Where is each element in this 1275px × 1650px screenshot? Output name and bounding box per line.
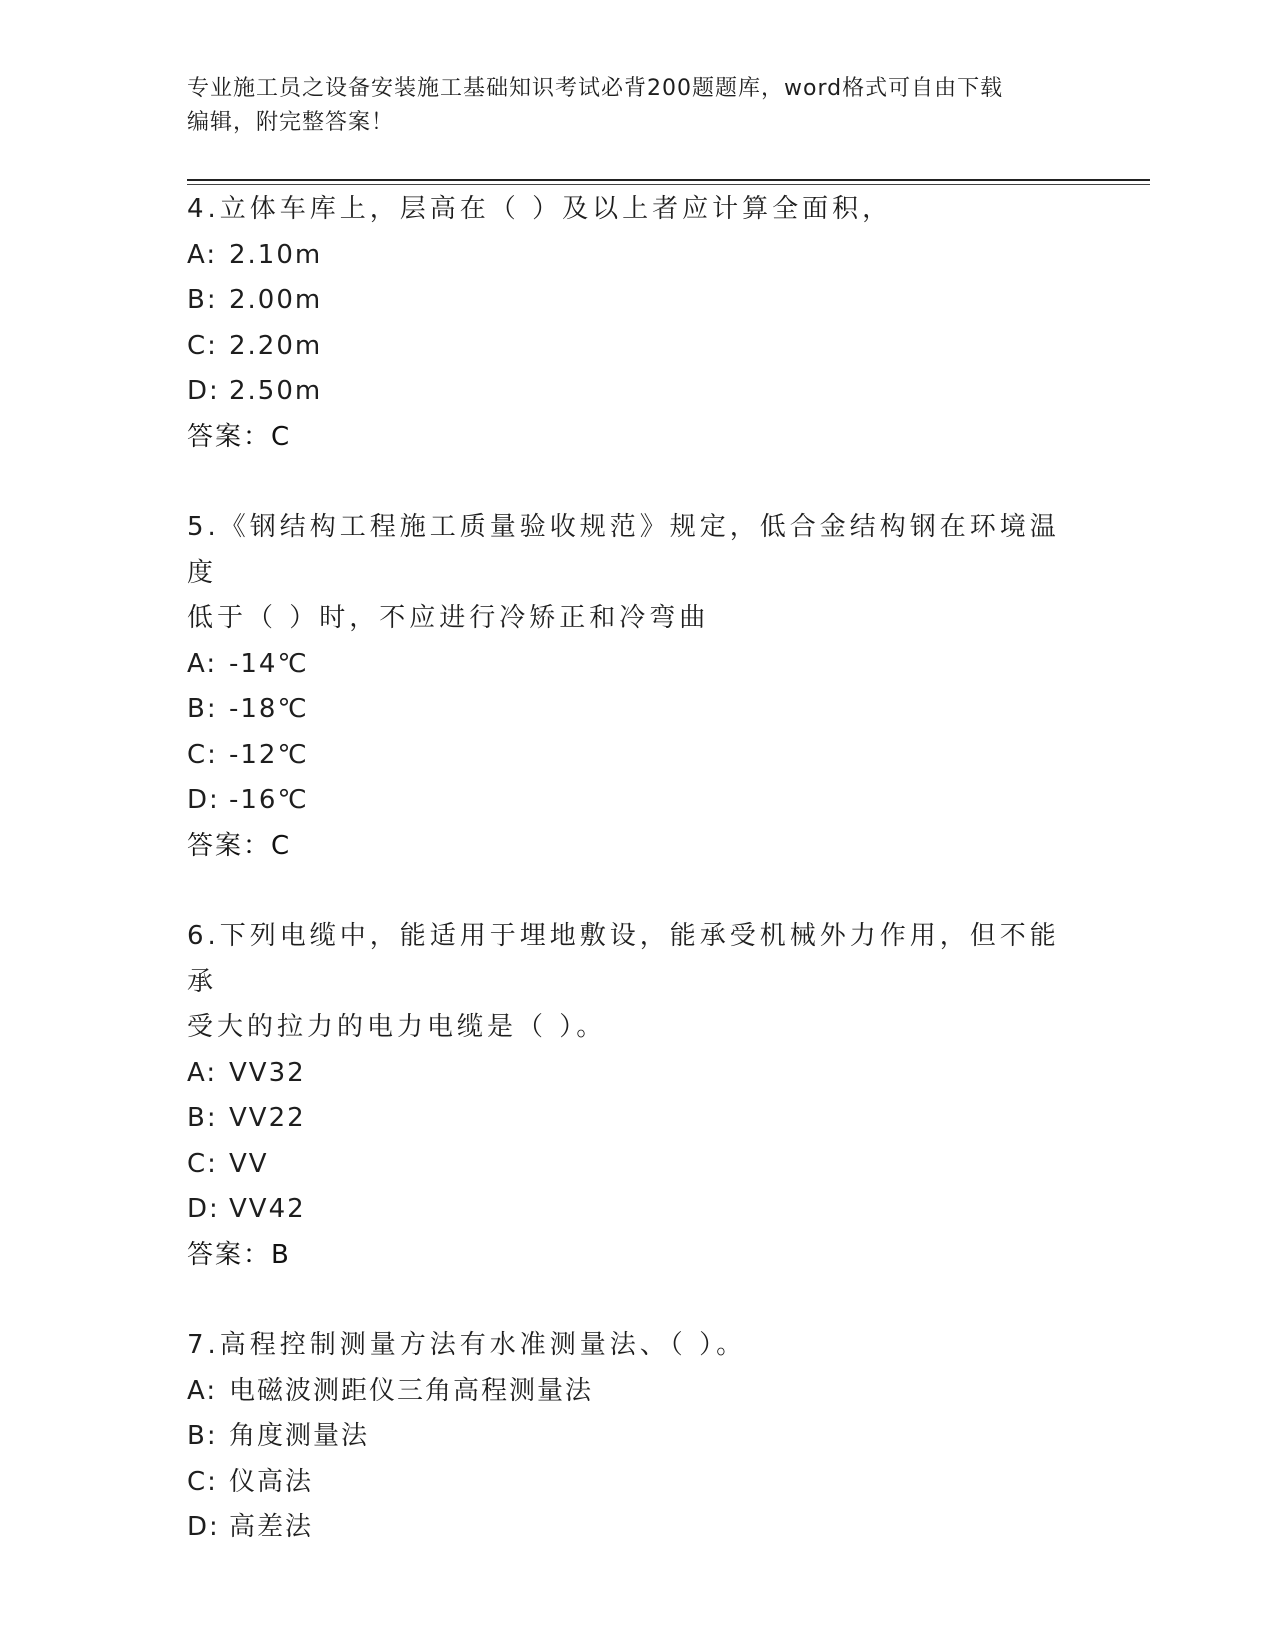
option-letter: A: (187, 239, 218, 270)
option-letter: B: (187, 694, 218, 724)
option-text: 2.50m (229, 376, 323, 406)
option-text: VV32 (229, 1057, 306, 1088)
option-text: -14℃ (229, 648, 309, 679)
option-text: 角度测量法 (229, 1421, 370, 1451)
option-c (187, 733, 1087, 779)
document-header (187, 72, 1087, 140)
option-letter: B: (187, 1103, 218, 1133)
question-stem: 4.立体车库上，层高在（ ）及以上者应计算全面积， (187, 194, 893, 224)
option-text: 2.00m (229, 285, 323, 315)
question-stem: 5.《钢结构工程施工质量验收规范》规定，低合金结构钢在环境温度 (187, 512, 1060, 588)
option-letter: C: (187, 330, 218, 361)
answer-value: C (271, 421, 290, 452)
option-letter: C: (187, 1466, 218, 1497)
answer-label: 答案： (187, 830, 272, 861)
option-d (187, 1505, 1087, 1551)
option-letter: C: (187, 1148, 218, 1179)
answer-label: 答案： (187, 1239, 272, 1270)
option-b (187, 1096, 1087, 1142)
option-c (187, 1460, 1087, 1506)
option-d (187, 1187, 1087, 1233)
option-letter: C: (187, 739, 218, 770)
option-text: -18℃ (229, 694, 309, 724)
option-text: -12℃ (229, 739, 309, 770)
option-text: -16℃ (229, 785, 309, 815)
option-b (187, 687, 1087, 733)
option-text: 高差法 (229, 1512, 314, 1542)
answer-label: 答案： (187, 421, 272, 452)
option-d (187, 369, 1087, 415)
option-text: VV42 (229, 1194, 306, 1224)
option-letter: A: (187, 1057, 218, 1088)
option-text: 2.10m (229, 239, 323, 270)
option-text: VV (229, 1148, 269, 1179)
header-line-1: 专业施工员之设备安装施工基础知识考试必背200题题库，word格式可自由下载 (187, 76, 1004, 101)
answer-line (187, 824, 1087, 870)
option-d (187, 778, 1087, 824)
option-letter: D: (187, 1512, 220, 1542)
option-b (187, 278, 1087, 324)
question-stem: 6.下列电缆中，能适用于埋地敷设，能承受机械外力作用，但不能承 (187, 921, 1060, 997)
answer-line (187, 1233, 1087, 1279)
option-letter: B: (187, 285, 218, 315)
question-stem-continued: 受大的拉力的电力电缆是（ ）。 (187, 1012, 607, 1042)
option-b (187, 1414, 1087, 1460)
option-letter: D: (187, 785, 220, 815)
option-letter: B: (187, 1421, 218, 1451)
answer-line (187, 415, 1087, 461)
option-a (187, 1369, 1087, 1415)
option-letter: A: (187, 1375, 218, 1406)
header-line-2: 编辑，附完整答案！ (187, 110, 395, 135)
option-text: 仪高法 (229, 1466, 314, 1497)
option-letter: D: (187, 376, 220, 406)
question-stem: 7.高程控制测量方法有水准测量法、（ ）。 (187, 1330, 747, 1360)
answer-value: C (271, 830, 290, 861)
header-divider-thick (187, 179, 1150, 181)
question-stem-continued: 低于（ ）时，不应进行冷矫正和冷弯曲 (187, 603, 710, 633)
question-6 (187, 914, 1087, 1278)
option-letter: D: (187, 1194, 220, 1224)
option-letter: A: (187, 648, 218, 679)
question-4 (187, 187, 1087, 460)
question-list (187, 187, 1087, 1596)
option-text: 电磁波测距仪三角高程测量法 (229, 1375, 594, 1406)
option-c (187, 324, 1087, 370)
option-a (187, 642, 1087, 688)
answer-value: B (271, 1239, 289, 1270)
question-5 (187, 505, 1087, 869)
option-a (187, 1051, 1087, 1097)
option-text: 2.20m (229, 330, 323, 361)
option-c (187, 1142, 1087, 1188)
option-text: VV22 (229, 1103, 306, 1133)
question-7 (187, 1323, 1087, 1551)
header-divider-thin (187, 184, 1150, 185)
option-a (187, 233, 1087, 279)
